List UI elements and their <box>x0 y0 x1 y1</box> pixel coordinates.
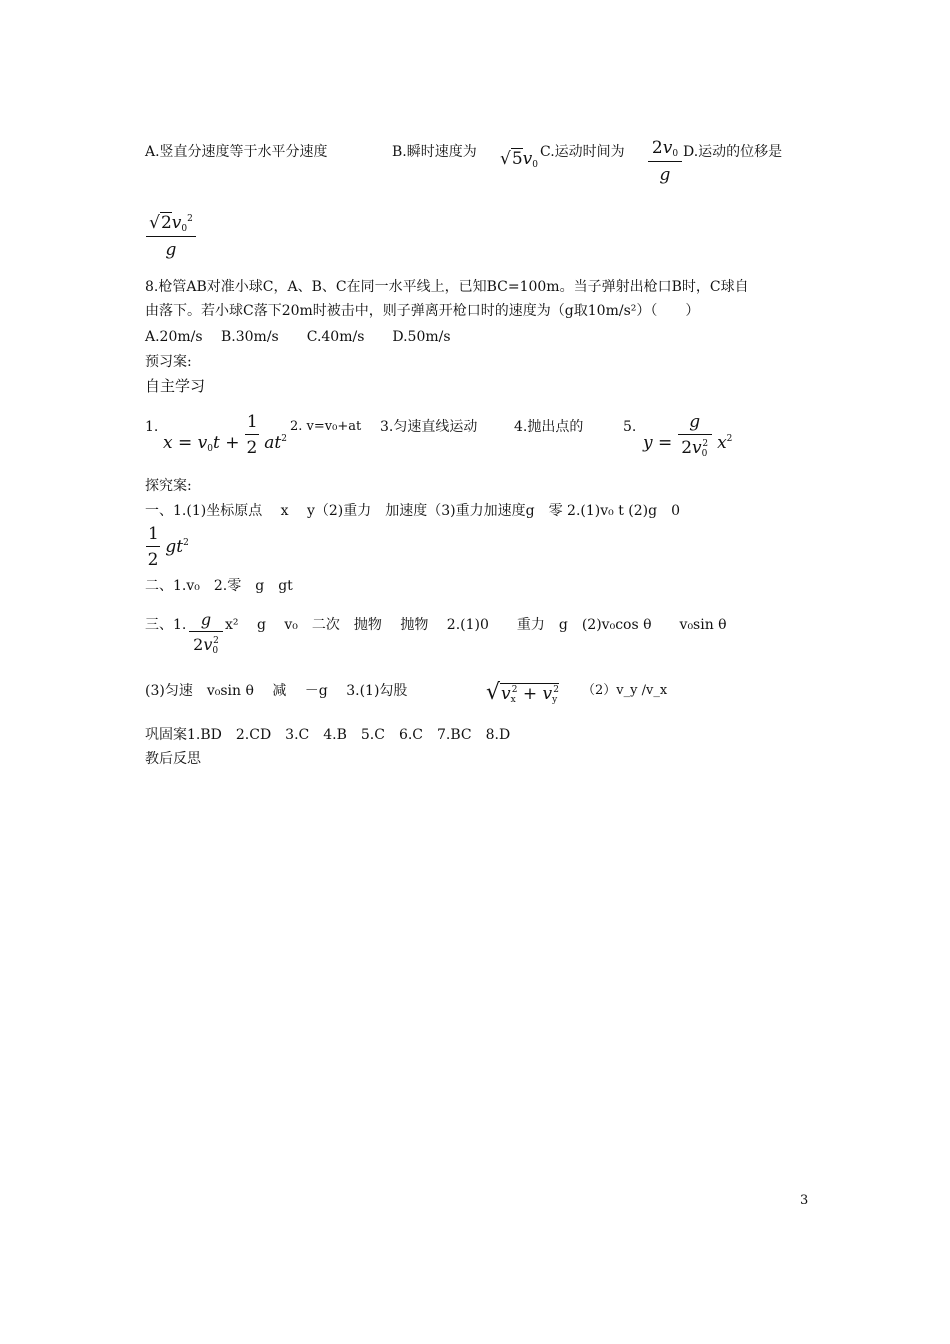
explore-line-4-sqrt: $√v_x^2 + v_y^2$ <box>486 680 559 705</box>
q7-option-c-numerator: $2v_0$ <box>648 138 682 162</box>
explore-line-1: 一、1.(1)坐标原点 x y（2)重力 加速度（3)重力加速度g 零 2.(1)v₀ t (2)g 0 <box>145 503 680 519</box>
reflection-heading: 教后反思 <box>145 751 201 767</box>
q8-options: A.20m/s B.30m/s C.40m/s D.50m/s <box>145 329 451 345</box>
q8-line-1: 8.枪管AB对准小球C，A、B、C在同一水平线上，已知BC=100m。当子弹射出枪口B时，C球自 <box>145 279 749 295</box>
q7-option-c <box>540 143 625 161</box>
explore-line-3-fraction: $\frac{g}{2v_0^2}$ <box>189 610 223 656</box>
q7-option-d-text: D.运动的位移是 <box>683 144 783 160</box>
q7-option-a <box>145 143 328 161</box>
self-study-heading: 自主学习 <box>145 377 206 395</box>
preview-item-5-label: 5. <box>623 419 637 435</box>
q7-option-b <box>392 143 477 161</box>
q7-option-d <box>683 143 782 161</box>
q7-option-c-denominator: g <box>659 165 671 185</box>
q7-option-d-numerator: $√2v_0^2$ <box>146 212 196 237</box>
q7-option-c-fraction <box>648 138 682 185</box>
preview-item-1-label: 1. <box>145 419 159 435</box>
explore-line-3-rest: x² g v₀ 二次 抛物 抛物 2.(1)0 重力 g (2)v₀cos θ v₀sin θ <box>225 617 727 633</box>
preview-heading: 预习案: <box>145 354 192 370</box>
explore-line-4-left: (3)匀速 v₀sin θ 减 －g 3.(1)勾股 <box>145 683 408 699</box>
preview-item-5-formula: y = $\frac{g}{2v_0^2}$ $x^2$ <box>643 412 733 459</box>
preview-item-2: 2. v=v₀+at <box>290 419 362 434</box>
preview-item-1-formula: $x = v_0t$ + $\frac{1}{2}$ $at^2$ <box>163 412 287 458</box>
explore-line-1-fraction: $\frac{1}{2}$ $gt^2$ <box>147 524 189 570</box>
q7-option-b-text: B.瞬时速度为 <box>392 144 477 160</box>
q7-option-d-fraction <box>146 212 196 260</box>
preview-item-3: 3.匀速直线运动 <box>380 419 478 435</box>
q7-option-c-text: C.运动时间为 <box>540 144 625 160</box>
explore-heading: 探究案: <box>145 478 192 494</box>
explore-line-2: 二、1.v₀ 2.零 g gt <box>145 578 293 594</box>
explore-line-4-right: （2）v_y /v_x <box>582 683 668 698</box>
consolidate-answers: 巩固案1.BD 2.CD 3.C 4.B 5.C 6.C 7.BC 8.D <box>145 727 511 743</box>
preview-item-4: 4.抛出点的 <box>514 419 584 435</box>
explore-line-3-prefix: 三、1. <box>145 617 187 633</box>
q8-line-2: 由落下。若小球C落下20m时被击中，则子弹离开枪口时的速度为（g取10m/s²）（ ） <box>145 303 700 319</box>
q7-option-d-denominator: g <box>165 240 177 260</box>
q7-option-a-text: A.竖直分速度等于水平分速度 <box>145 144 328 160</box>
q7-option-b-math: $√5v_0$ <box>500 149 539 170</box>
page-number: 3 <box>800 1193 809 1208</box>
